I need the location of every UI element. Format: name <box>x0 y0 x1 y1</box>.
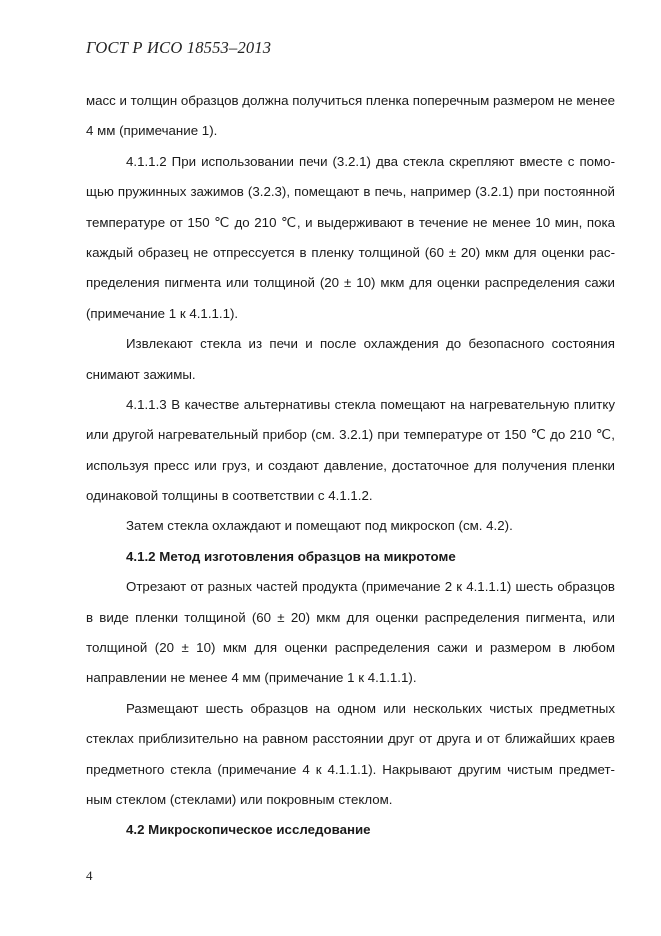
text-line: Извлекают стекла из печи и после охлаждения до безопасного состояния <box>126 336 615 352</box>
text-line: Размещают шесть образцов на одном или нескольких чистых предметных <box>126 700 615 716</box>
text-line: Затем стекла охлаждают и помещают под микроскоп (см. 4.2). <box>126 518 513 534</box>
page-number: 4 <box>86 868 93 883</box>
text-line: Отрезают от разных частей продукта (примечание 2 к 4.1.1.1) шесть образцов <box>126 579 615 595</box>
text-line: одинаковой толщины в соответствии с 4.1.1.2. <box>86 488 373 504</box>
text-line: пределения пигмента или толщиной (20 ± 10) мкм для оценки распределения сажи <box>86 275 615 291</box>
text-line: направлении не менее 4 мм (примечание 1 к 4.1.1.1). <box>86 670 417 686</box>
text-line: каждый образец не отпрессуется в пленку толщиной (60 ± 20) мкм для оценки рас- <box>86 244 615 260</box>
text-line: температуре от 150 ℃ до 210 ℃, и выдерживают в течение не менее 10 мин, пока <box>86 214 615 230</box>
section-heading: 4.2 Микроскопическое исследование <box>126 822 371 838</box>
text-line: (примечание 1 к 4.1.1.1). <box>86 305 239 321</box>
text-line: 4.1.1.2 При использовании печи (3.2.1) два стекла скрепляют вместе с помо- <box>126 153 615 169</box>
text-line: снимают зажимы. <box>86 366 196 382</box>
text-line: предметного стекла (примечание 4 к 4.1.1.1). Накрывают другим чистым предмет- <box>86 761 615 777</box>
text-line: стеклах приблизительно на равном расстоянии друг от друга и от ближайших краев <box>86 731 615 747</box>
text-line: используя пресс или груз, и создают давление, достаточное для получения пленки <box>86 457 615 473</box>
text-line: 4.1.1.3 В качестве альтернативы стекла помещают на нагревательную плитку <box>126 396 615 412</box>
text-line: толщиной (20 ± 10) мкм для оценки распределения сажи и размером в любом <box>86 640 615 656</box>
text-line: щью пружинных зажимов (3.2.3), помещают в печь, например (3.2.1) при постоянной <box>86 184 615 200</box>
document-header: ГОСТ Р ИСО 18553–2013 <box>86 38 272 57</box>
section-heading: 4.1.2 Метод изготовления образцов на микротоме <box>126 548 456 564</box>
text-line: или другой нагревательный прибор (см. 3.2.1) при температуре от 150 ℃ до 210 ℃, <box>86 427 615 443</box>
text-line: ным стеклом (стеклами) или покровным стеклом. <box>86 791 393 807</box>
text-line: масс и толщин образцов должна получиться пленка поперечным размером не менее <box>86 93 615 108</box>
text-line: в виде пленки толщиной (60 ± 20) мкм для оценки распределения пигмента, или <box>86 609 615 625</box>
document-body <box>86 86 615 846</box>
text-line: 4 мм (примечание 1). <box>86 123 218 139</box>
